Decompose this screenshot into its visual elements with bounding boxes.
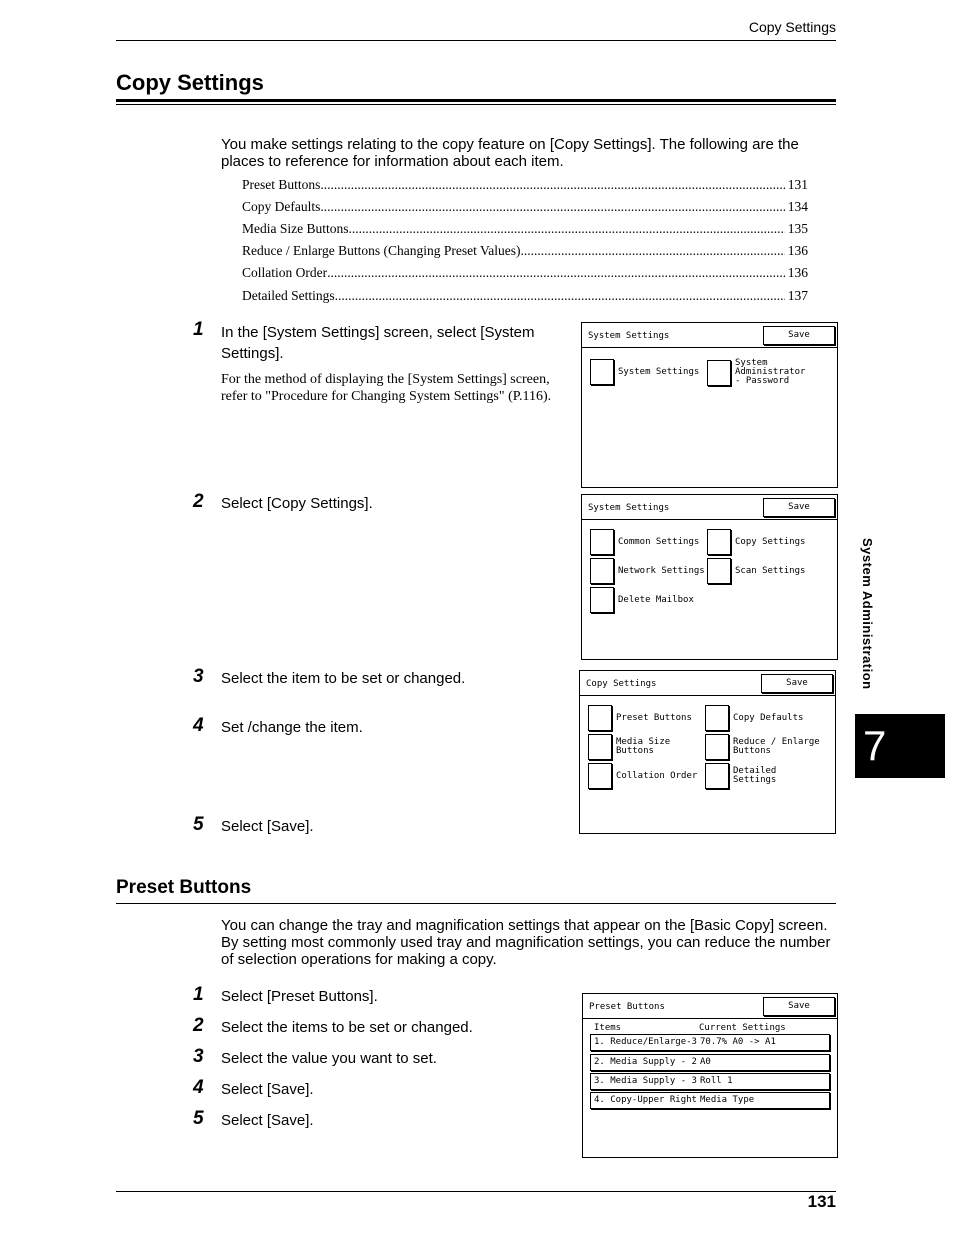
chapter-tab [855, 714, 945, 778]
reduce-enlarge-buttons-button[interactable]: Reduce / Enlarge Buttons [705, 734, 820, 760]
toc-label: Copy Defaults [242, 199, 321, 214]
toc-page: 131 [787, 177, 808, 192]
step-text: Select the value you want to set. [221, 1050, 437, 1067]
running-header [116, 0, 836, 41]
step-text: Select [Save]. [221, 1081, 314, 1098]
preset-buttons-button[interactable]: Preset Buttons [588, 705, 692, 731]
chapter-label: System Administration [860, 538, 875, 690]
toc-page: 136 [787, 243, 808, 258]
step-number: 3 [193, 666, 204, 687]
title-rule-thin [116, 104, 836, 105]
system-administrator-password-button[interactable]: System Administrator - Password [707, 359, 805, 386]
toc-label: Detailed Settings [242, 288, 335, 303]
screen-title: Copy Settings [586, 679, 657, 689]
step-text: Select [Copy Settings]. [221, 495, 373, 512]
toc-entry[interactable] [242, 177, 808, 193]
common-settings-button[interactable]: Common Settings [590, 529, 699, 555]
screen-system-settings [581, 322, 838, 488]
toc-label: Preset Buttons [242, 177, 321, 192]
step-number: 3 [193, 1046, 204, 1067]
subsection-title: Preset Buttons [116, 877, 252, 898]
step-number: 1 [193, 319, 204, 340]
step-text: Select the items to be set or changed. [221, 1019, 473, 1036]
toc-entry[interactable] [242, 243, 808, 259]
system-settings-button[interactable]: System Settings [590, 359, 699, 385]
toc-page: 135 [787, 221, 808, 236]
chapter-number: 7 [863, 722, 887, 769]
step-text: In the [System Settings] screen, select [System Settings]. [221, 324, 535, 362]
page-number: 131 [807, 1192, 836, 1211]
save-button[interactable]: Save [763, 498, 835, 517]
preset-row[interactable]: 2. Media Supply - 2 A0 [590, 1054, 830, 1071]
collation-order-button[interactable]: Collation Order [588, 763, 697, 789]
detailed-settings-button[interactable]: Detailed Settings [705, 763, 776, 789]
step-note: For the method of displaying the [System Settings] screen, refer to "Procedure for Changing System Settings" (P.116). [221, 372, 552, 404]
step-number: 5 [193, 1108, 204, 1129]
toc-page: 134 [787, 199, 808, 214]
toc-label: Collation Order [242, 265, 328, 280]
chapter-side-label [860, 538, 890, 708]
delete-mailbox-button[interactable]: Delete Mailbox [590, 587, 694, 613]
save-button[interactable]: Save [761, 674, 833, 693]
step-text: Select [Save]. [221, 1112, 314, 1129]
preset-row[interactable]: 3. Media Supply - 3 Roll 1 [590, 1073, 830, 1090]
step-text: Select [Preset Buttons]. [221, 988, 378, 1005]
toc-label: Media Size Buttons [242, 221, 349, 236]
scan-settings-button[interactable]: Scan Settings [707, 558, 805, 584]
preset-row[interactable]: 1. Reduce/Enlarge-3 70.7% A0 -> A1 [590, 1034, 830, 1051]
step-number: 4 [193, 715, 204, 736]
toc-entry[interactable] [242, 221, 808, 237]
step-text: Select [Save]. [221, 818, 314, 835]
screen-title: Preset Buttons [589, 1002, 665, 1012]
screen-title: System Settings [588, 503, 670, 513]
toc-entry[interactable] [242, 265, 808, 281]
column-header-items: Items [594, 1023, 622, 1033]
step-text: Set /change the item. [221, 719, 363, 736]
screen-title: System Settings [588, 331, 670, 341]
copy-defaults-button[interactable]: Copy Defaults [705, 705, 803, 731]
preset-row[interactable]: 4. Copy-Upper Right Media Type [590, 1092, 830, 1109]
toc-page: 137 [787, 288, 808, 303]
toc-entry[interactable] [242, 288, 808, 304]
step-number: 4 [193, 1077, 204, 1098]
step-number: 2 [193, 1015, 204, 1036]
running-title: Copy Settings [748, 19, 836, 35]
save-button[interactable]: Save [763, 326, 835, 345]
step-number: 1 [193, 984, 204, 1005]
copy-settings-button[interactable]: Copy Settings [707, 529, 805, 555]
toc-entry[interactable] [242, 199, 808, 215]
screen-system-settings-2 [581, 494, 838, 660]
save-button[interactable]: Save [763, 997, 835, 1016]
column-header-current: Current Settings [699, 1023, 786, 1033]
screen-preset-buttons [582, 993, 838, 1158]
step-number: 2 [193, 491, 204, 512]
toc-label: Reduce / Enlarge Buttons (Changing Preset Values) [242, 243, 521, 258]
media-size-buttons-button[interactable]: Media Size Buttons [588, 734, 670, 760]
title-rule [116, 99, 836, 102]
section-title: Copy Settings [116, 70, 264, 95]
subsection-rule [116, 903, 836, 904]
network-settings-button[interactable]: Network Settings [590, 558, 705, 584]
toc-page: 136 [787, 265, 808, 280]
step-text: Select the item to be set or changed. [221, 670, 466, 687]
footer-rule [116, 1191, 836, 1192]
subsection-intro: You can change the tray and magnification settings that appear on the [Basic Copy] screen. By setting most commonly used tray and magnification settings, you can reduce the number of selection operations for making a copy. [221, 917, 831, 968]
step-number: 5 [193, 814, 204, 835]
screen-copy-settings [579, 670, 836, 834]
section-intro: You make settings relating to the copy feature on [Copy Settings]. The following are the places to reference for information about each item. [221, 136, 799, 170]
